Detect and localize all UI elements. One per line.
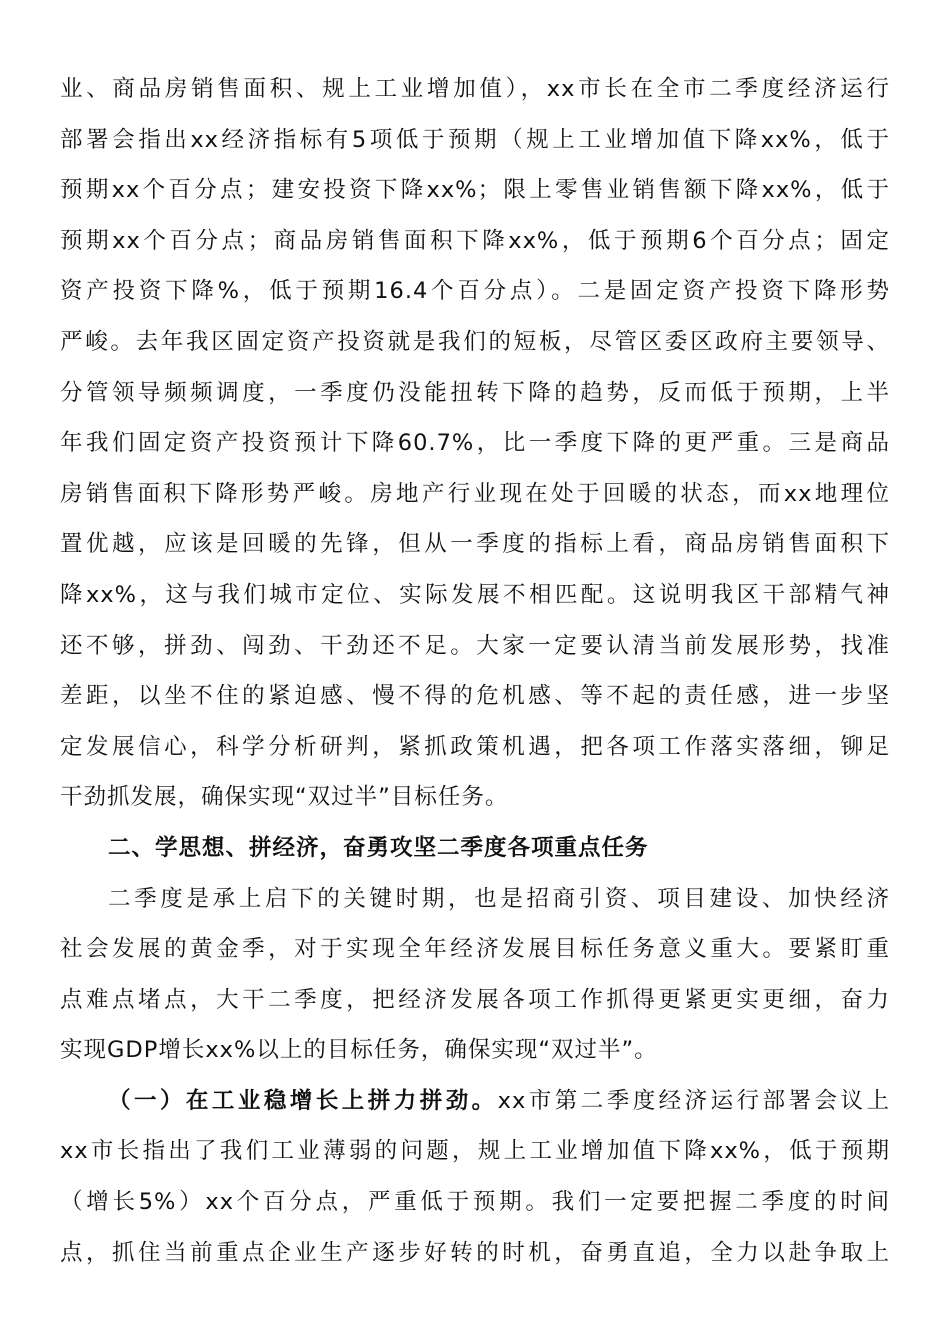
- text-line: 降xx%，这与我们城市定位、实际发展不相匹配。这说明我区干部精气神: [60, 581, 890, 608]
- text-line: 实现GDP增长xx%以上的目标任务，确保实现“双过半”。: [60, 1037, 658, 1064]
- text-line: （增长5%）xx个百分点，严重低于预期。我们一定要把握二季度的时间: [60, 1189, 890, 1216]
- text-line: 点，抓住当前重点企业生产逐步好转的时机，奋勇直追，全力以赴争取上: [60, 1239, 890, 1266]
- subsection-heading: （一）在工业稳增长上拼力拼劲。: [108, 1087, 498, 1114]
- text-line: 干劲抓发展，确保实现“双过半”目标任务。: [60, 784, 509, 811]
- text-line: xx市长指出了我们工业薄弱的问题，规上工业增加值下降xx%，低于预期: [60, 1138, 890, 1165]
- text-line: 还不够，拼劲、闯劲、干劲还不足。大家一定要认清当前发展形势，找准: [60, 632, 890, 659]
- text-line: 点难点堵点，大干二季度，把经济发展各项工作抓得更紧更实更细，奋力: [60, 986, 890, 1013]
- text-line: 严峻。去年我区固定资产投资就是我们的短板，尽管区委区政府主要领导、: [60, 328, 890, 355]
- text-line: 房销售面积下降形势严峻。房地产行业现在处于回暖的状态，而xx地理位: [60, 480, 890, 507]
- text-line: 预期xx个百分点；商品房销售面积下降xx%，低于预期6个百分点；固定: [60, 227, 890, 254]
- text-line: 业、商品房销售面积、规上工业增加值），xx市长在全市二季度经济运行: [60, 76, 890, 102]
- text-line: 置优越，应该是回暖的先锋，但从一季度的指标上看，商品房销售面积下: [60, 531, 890, 558]
- text-line: 差距，以坐不住的紧迫感、慢不得的危机感、等不起的责任感，进一步坚: [60, 683, 890, 710]
- text-line: 年我们固定资产投资预计下降60.7%，比一季度下降的更严重。三是商品: [60, 430, 890, 457]
- text-line: 预期xx个百分点；建安投资下降xx%；限上零售业销售额下降xx%，低于: [60, 177, 890, 204]
- paragraph: [60, 1076, 890, 1278]
- text-line: [60, 1076, 890, 1127]
- section-heading: 二、学思想、拼经济，奋勇攻坚二季度各项重点任务: [108, 834, 649, 861]
- text-line: 资产投资下降%，低于预期16.4个百分点）。二是固定资产投资下降形势: [60, 278, 890, 305]
- text-span: xx市第二季度经济运行部署会议上: [497, 1087, 890, 1114]
- text-line: 二季度是承上启下的关键时期，也是招商引资、项目建设、加快经济: [108, 885, 890, 912]
- document-page: [60, 64, 890, 1278]
- paragraph: [60, 64, 890, 823]
- paragraph: [60, 874, 890, 1076]
- text-line: 社会发展的黄金季，对于实现全年经济发展目标任务意义重大。要紧盯重: [60, 936, 890, 963]
- text-line: 分管领导频频调度，一季度仍没能扭转下降的趋势，反而低于预期，上半: [60, 379, 890, 406]
- text-line: 定发展信心，科学分析研判，紧抓政策机遇，把各项工作落实落细，铆足: [60, 733, 890, 760]
- text-line: 部署会指出xx经济指标有5项低于预期（规上工业增加值下降xx%，低于: [60, 126, 890, 153]
